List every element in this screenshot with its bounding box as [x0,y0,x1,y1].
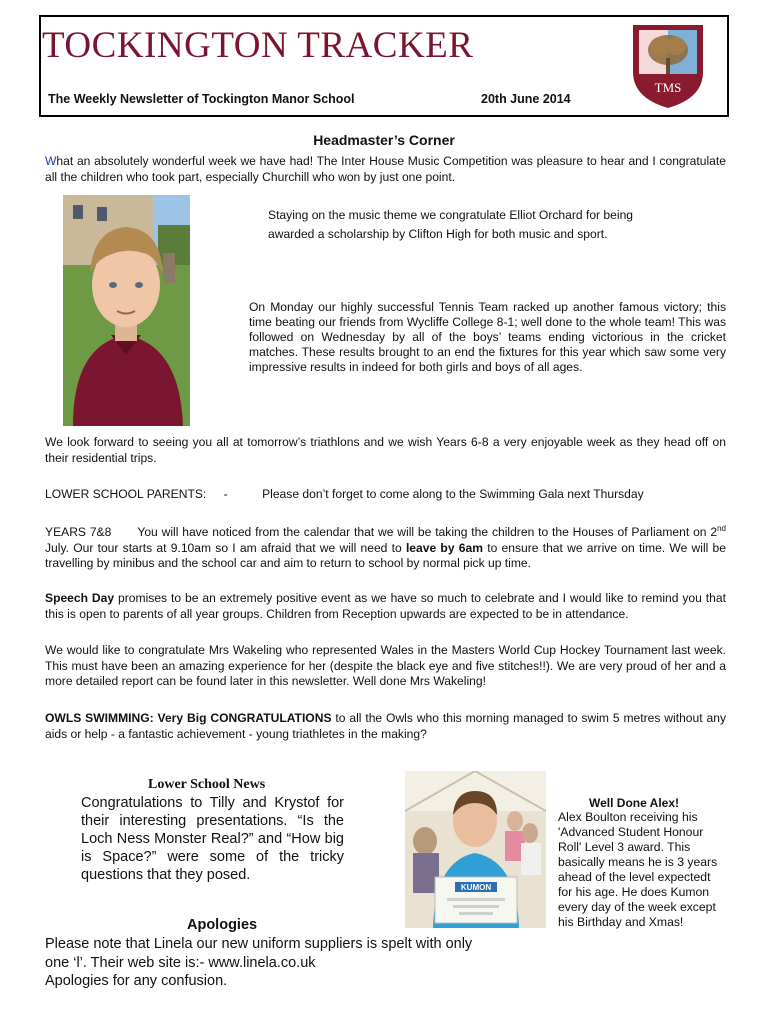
music-scholarship-paragraph: Staying on the music theme we congratulate Elliot Orchard for being awarded a scholarship by Clifton High for both music and sport. [268,208,634,241]
years-text-part1: You will have noticed from the calendar that we will be taking the children to the Houses of Parliament on 2 [137,525,718,539]
intro-first-letter: W [45,154,57,168]
issue-date: 20th June 2014 [481,92,571,106]
newsletter-subtitle: The Weekly Newsletter of Tockington Manor School [48,92,355,106]
years-text-part2: July. Our tour starts at 9.10am so I am afraid that we will need to [45,540,406,555]
wakeling-paragraph: We would like to congratulate Mrs Wakeling who represented Wales in the Masters World Cup Hockey Tournament last week. This must have been an amazing experience for her (despite the black eye and five stitches!!). We are very proud of her and a more detailed report can be found later in this newsletter. Well done Mrs Wakeling! [45,643,726,688]
lower-school-parents-text: Please don’t forget to come along to the Swimming Gala next Thursday [262,487,644,501]
years-7-8-paragraph [45,525,726,572]
student-photo-elliot [63,195,190,426]
apologies-body [45,935,475,991]
speech-day-text: promises to be an extremely positive event as we have so much to celebrate and I would like to remind you that this is open to parents of all year groups. Children from Reception upwards are expected to be in attendance. [45,591,726,621]
headmasters-corner-heading: Headmaster’s Corner [313,132,455,148]
apologies-closing: Apologies for any confusion. [45,973,228,989]
lower-school-parents-label: LOWER SCHOOL PARENTS: [45,487,207,501]
apologies-text: Please note that Linela our new uniform suppliers is spelt with only one ‘l’. Their web site is:- www.linela.co.uk [45,936,473,971]
lower-school-parents-notice [45,487,726,503]
years-label: YEARS 7&8 [45,525,112,539]
lower-school-parents-dash: - [223,487,228,501]
lower-school-news-body: Congratulations to Tilly and Krystof for their interesting presentations. “Is the Loch Ness Monster Real?” and “How big is Space?” were some of the tricky questions that they posed. [81,795,344,883]
student-photo-alex [405,771,546,928]
newsletter-title: TOCKINGTON TRACKER [42,25,474,66]
lower-school-news-heading: Lower School News [148,777,266,792]
owls-swimming-label: OWLS SWIMMING: Very Big CONGRATULATIONS [45,711,332,725]
owls-swimming-paragraph [45,711,726,742]
speech-day-label: Speech Day [45,591,115,605]
owls-swimming-text: to all the Owls who this morning managed to swim 5 metres without any aids or help - a fantastic achievement - young triathletes in the making? [45,711,727,741]
crest-initials: TMS [654,80,682,95]
years-date-suffix: nd [717,523,726,533]
triathlons-paragraph: We look forward to seeing you all at tomorrow’s triathlons and we wish Years 6-8 a very enjoyable week as they head off on their residential trips. [45,435,726,465]
well-done-alex-body: Alex Boulton receiving his 'Advanced Student Honour Roll' Level 3 award. This basically means he is 3 years ahead of the level expectedt for his age. He does Kumon every day of the week except his Birthday and Xmas! [558,810,718,929]
years-leave-time: leave by 6am [405,540,483,555]
intro-paragraph [45,154,726,185]
speech-day-paragraph [45,591,726,622]
apologies-heading: Apologies [187,917,258,933]
well-done-alex-heading: Well Done Alex! [589,796,680,810]
tennis-paragraph: On Monday our highly successful Tennis Team racked up another famous victory; this time beating our friends from Wycliffe College 8-1; well done to the whole team! This was followed on Wednesday by all of the boys’ teams ending victorious in the cricket matches. These results brought to an end the fixtures for this year which saw some very impressive results in indeed for both girls and boys of all ages. [249,300,726,374]
certificate-brand-text: KUMON [460,883,492,892]
intro-text: hat an absolutely wonderful week we have had! The Inter House Music Competition was pleasure to hear and I congratulate all the children who took part, especially Churchill who won by just one point. [45,154,726,184]
years-text-part3: to ensure that we arrive on time. We will be travelling by minibus and the school car and aim to return to school by normal pick up time. [45,540,726,570]
school-crest-logo [630,22,706,110]
